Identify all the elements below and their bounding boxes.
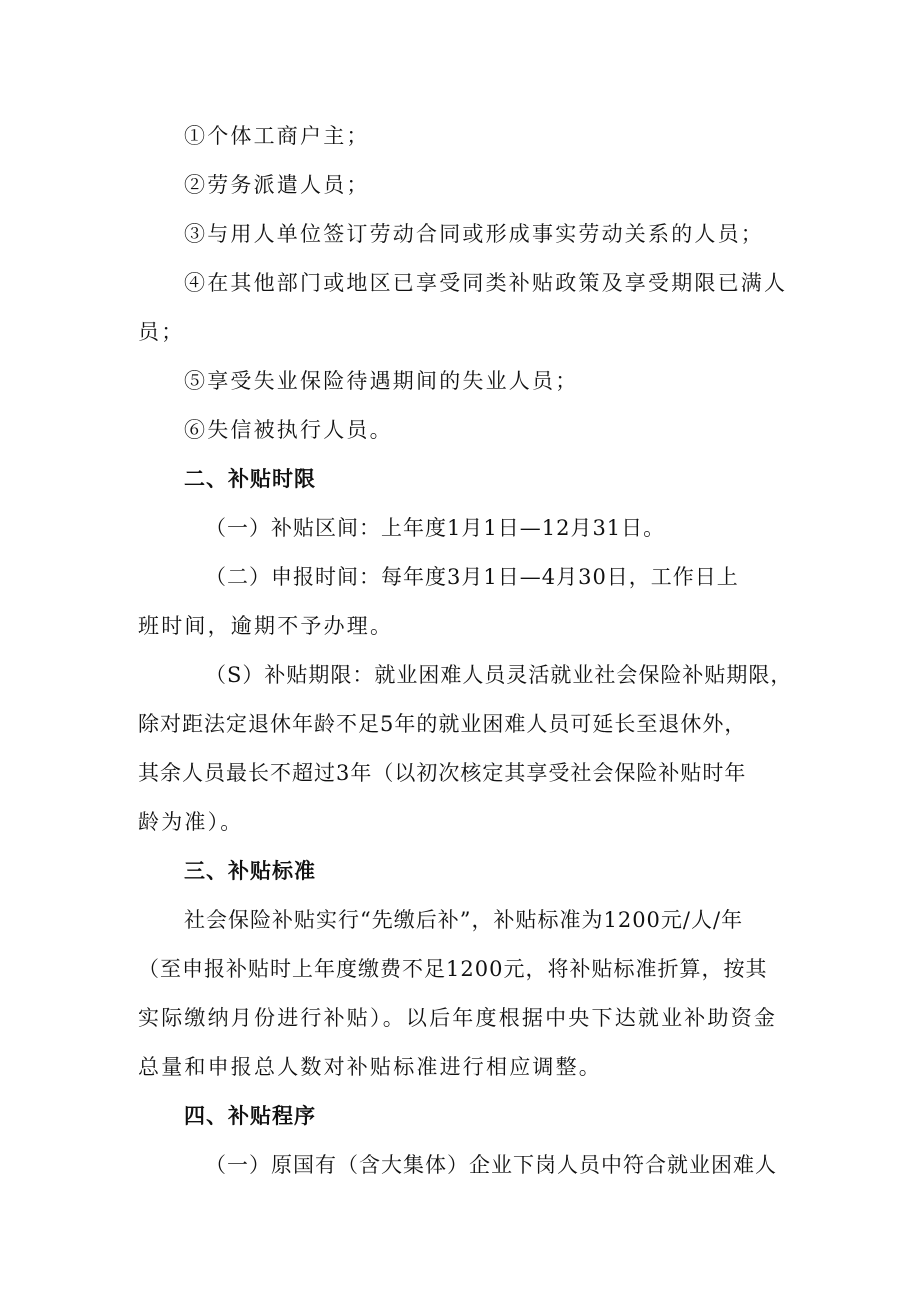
list-item-self-employed: ①个体工商户主； [184, 124, 370, 148]
paragraph-subsidy-standard-line3: 实际缴纳月份进行补贴）。以后年度根据中央下达就业补助资金 [138, 1006, 778, 1030]
paragraph-subsidy-standard-line4: 总量和申报总人数对补贴标准进行相应调整。 [138, 1055, 602, 1079]
paragraph-application-time: （二）申报时间：每年度3月1日—4月30日，工作日上 [205, 565, 739, 589]
section-heading-subsidy-standard: 三、补贴标准 [184, 859, 316, 883]
list-item-unemployment-insurance: ⑤享受失业保险待遇期间的失业人员； [184, 369, 579, 393]
list-item-dishonest-persons: ⑥失信被执行人员。 [184, 418, 393, 442]
paragraph-subsidy-standard-line2: （至申报补贴时上年度缴费不足1200元，将补贴标准折算，按其 [138, 957, 768, 981]
paragraph-procedure-first: （一）原国有（含大集体）企业下岗人员中符合就业困难人 [205, 1153, 777, 1177]
paragraph-subsidy-interval: （一）补贴区间：上年度1月1日—12月31日。 [205, 516, 666, 540]
list-item-other-subsidy-continued: 员； [138, 320, 185, 344]
list-item-dispatched-workers: ②劳务派遣人员； [184, 173, 370, 197]
section-heading-subsidy-procedure: 四、补贴程序 [184, 1104, 316, 1128]
list-item-labor-contract: ③与用人单位签订劳动合同或形成事实劳动关系的人员； [184, 222, 764, 246]
paragraph-application-time-continued: 班时间，逾期不予办理。 [138, 614, 394, 638]
paragraph-subsidy-period: （S）补贴期限：就业困难人员灵活就业社会保险补贴期限， [205, 663, 793, 687]
paragraph-subsidy-standard: 社会保险补贴实行“先缴后补”，补贴标准为1200元/人/年 [184, 908, 744, 932]
list-item-other-subsidy: ④在其他部门或地区已享受同类补贴政策及享受期限已满人 [184, 271, 788, 295]
section-heading-time-limit: 二、补贴时限 [184, 467, 316, 491]
paragraph-subsidy-period-line4: 龄为准）。 [138, 810, 244, 834]
paragraph-subsidy-period-line3: 其余人员最长不超过3年（以初次核定其享受社会保险补贴时年 [138, 761, 747, 785]
paragraph-subsidy-period-line2: 除对距法定退休年龄不足5年的就业困难人员可延长至退休外， [138, 712, 747, 736]
